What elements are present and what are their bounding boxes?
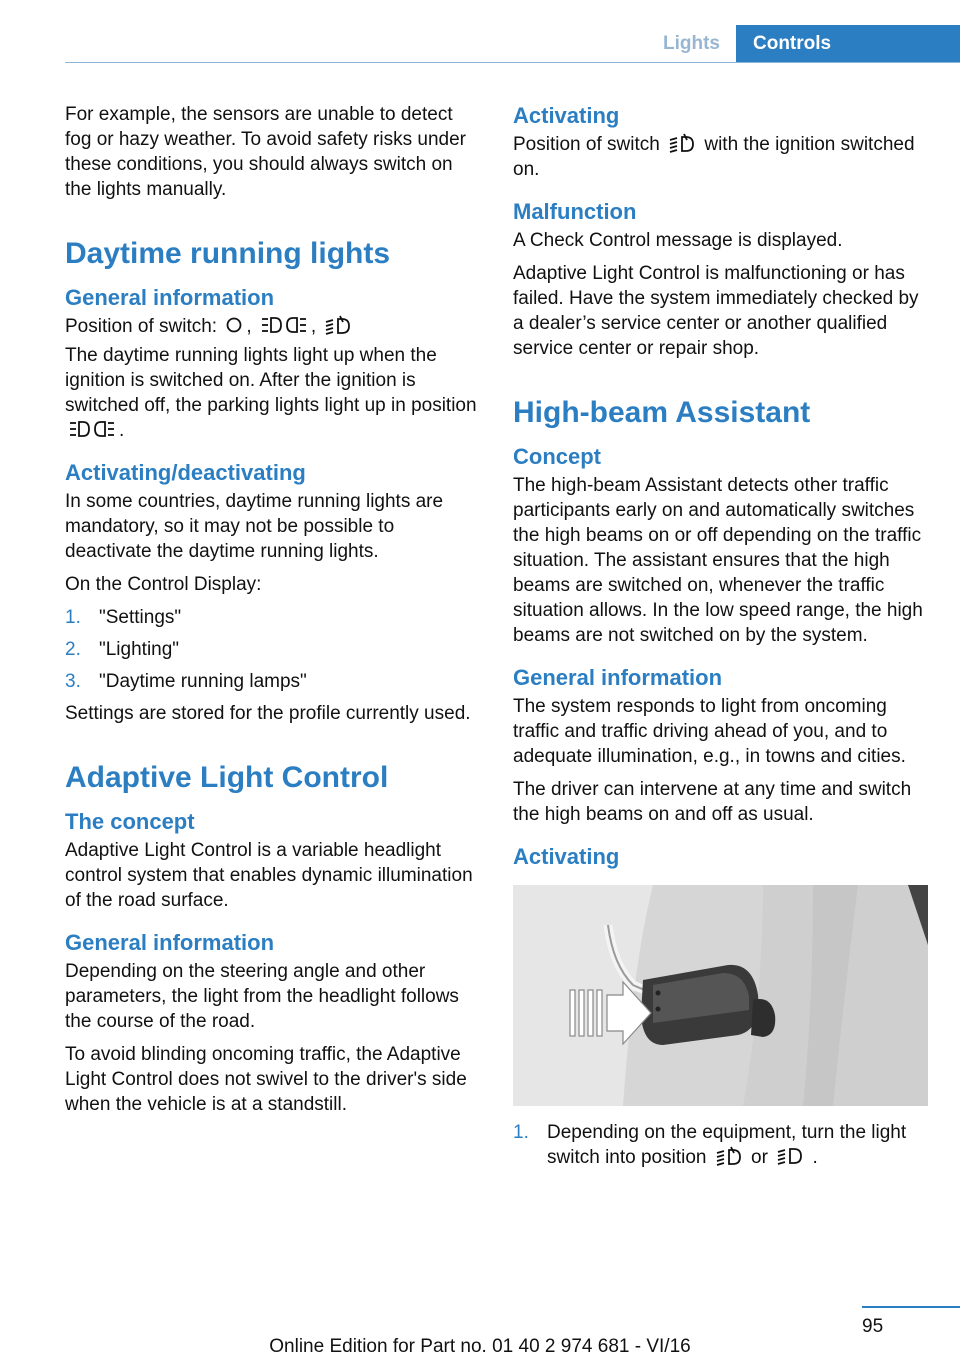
concept-heading: Concept: [513, 444, 601, 469]
auto-headlight-icon: [716, 1146, 742, 1166]
high-beam-assistant-heading: High-beam Assistant: [513, 396, 811, 429]
step-text: "Daytime running lamps": [99, 671, 307, 692]
step-text: "Lighting": [99, 639, 180, 660]
settings-stored-note: Settings are stored for the profile currently used.: [65, 703, 471, 724]
page-number: 95: [862, 1316, 884, 1337]
parking-lights-icon: [261, 315, 307, 335]
intro-paragraph: For example, the sensors are unable to detect fog or hazy weather. To avoid safety risks under these conditions, you should always switch on the lights manually.: [65, 104, 466, 200]
step-number: 1.: [513, 1122, 529, 1143]
list-item: [513, 1120, 930, 1170]
list-item: [65, 637, 483, 662]
step-number: 1.: [65, 607, 81, 628]
page-number-rule: [862, 1306, 960, 1308]
hba-general-text-1: The system responds to light from oncoming traffic and traffic driving ahead of you, and to adequate illumination, e.g., in towns and cities.: [513, 696, 906, 767]
step-text-a: Depending on the equipment, turn the light switch into position: [547, 1122, 907, 1168]
auto-headlight-icon: [325, 315, 351, 335]
low-beam-icon: [777, 1146, 803, 1166]
list-item: [65, 669, 483, 694]
step-number: 3.: [65, 671, 81, 692]
alc-concept-text: Adaptive Light Control is a variable headlight control system that enables dynamic illumination of the road surface.: [65, 840, 473, 911]
separator-comma: ,: [310, 316, 317, 337]
light-switch-photo: [513, 885, 928, 1106]
hba-general-text-2: The driver can intervene at any time and switch the high beams on and off as usual.: [513, 779, 912, 825]
drl-position-label: Position of switch:: [65, 316, 218, 337]
alc-general-text-1: Depending on the steering angle and other parameters, the light from the headlight follows the course of the road.: [65, 961, 459, 1032]
right-column: [513, 102, 930, 1177]
activating-deactivating-text: In some countries, daytime running lights are mandatory, so it may not be possible to deactivate the daytime running lights.: [65, 491, 444, 562]
list-item: [65, 605, 483, 630]
the-concept-heading: The concept: [65, 809, 195, 834]
control-display-line: On the Control Display:: [65, 574, 262, 595]
left-column: [65, 102, 483, 1125]
alc-general-text-2: To avoid blinding oncoming traffic, the Adaptive Light Control does not swivel to the driver's side when the vehicle is at a standstill.: [65, 1044, 467, 1115]
header-section-tab: Lights: [663, 33, 720, 54]
alc-activating-heading: Activating: [513, 103, 620, 128]
drl-description: [65, 343, 483, 443]
sentence-end: .: [812, 1147, 818, 1168]
adaptive-light-control-heading: Adaptive Light Control: [65, 761, 389, 794]
switch-off-icon: [226, 315, 242, 335]
malfunction-heading: Malfunction: [513, 199, 637, 224]
parking-lights-icon: [69, 419, 115, 439]
drl-position-line: [65, 314, 483, 339]
drl-description-text: The daytime running lights light up when the ignition is switched on. After the ignition is switched off, the parking lights light up in position: [65, 345, 477, 416]
drl-general-heading: General information: [65, 285, 275, 310]
malfunction-text-2: Adaptive Light Control is malfunctioning or has failed. Have the system immediately checked by a dealer’s service center or another qualified service center or repair shop.: [513, 263, 919, 359]
auto-headlight-icon: [669, 133, 695, 153]
hba-concept-text: The high-beam Assistant detects other traffic participants early on and automatically switches the high beams on or off depending on the traffic situation. The assistant ensures that the high beams are switched on, whenever the traffic situation allows. In the low speed range, the high beams are not switched on by the system.: [513, 475, 923, 646]
alc-activating-text: [513, 132, 930, 182]
alc-activating-text-b: with the ignition switched on.: [513, 134, 915, 180]
settings-steps: [65, 605, 483, 694]
malfunction-text-1: A Check Control message is displayed.: [513, 230, 843, 251]
header-chapter-tab: Controls: [736, 25, 960, 62]
step-number: 2.: [65, 639, 81, 660]
step-or: or: [751, 1147, 768, 1168]
alc-activating-text-a: Position of switch: [513, 134, 660, 155]
step-text: [547, 1120, 930, 1170]
hba-steps: [513, 1120, 930, 1170]
sentence-end: .: [119, 420, 125, 441]
drl-heading: Daytime running lights: [65, 237, 391, 270]
hba-general-heading: General information: [513, 665, 723, 690]
step-text: "Settings": [99, 607, 182, 628]
activating-deactivating-heading: Activating/deactivating: [65, 460, 306, 485]
alc-general-heading: General information: [65, 930, 275, 955]
edition-footer: Online Edition for Part no. 01 40 2 974 681 - VI/16: [269, 1336, 691, 1357]
separator-comma: ,: [246, 316, 252, 337]
header-rule: [65, 62, 960, 63]
hba-activating-heading: Activating: [513, 844, 620, 869]
